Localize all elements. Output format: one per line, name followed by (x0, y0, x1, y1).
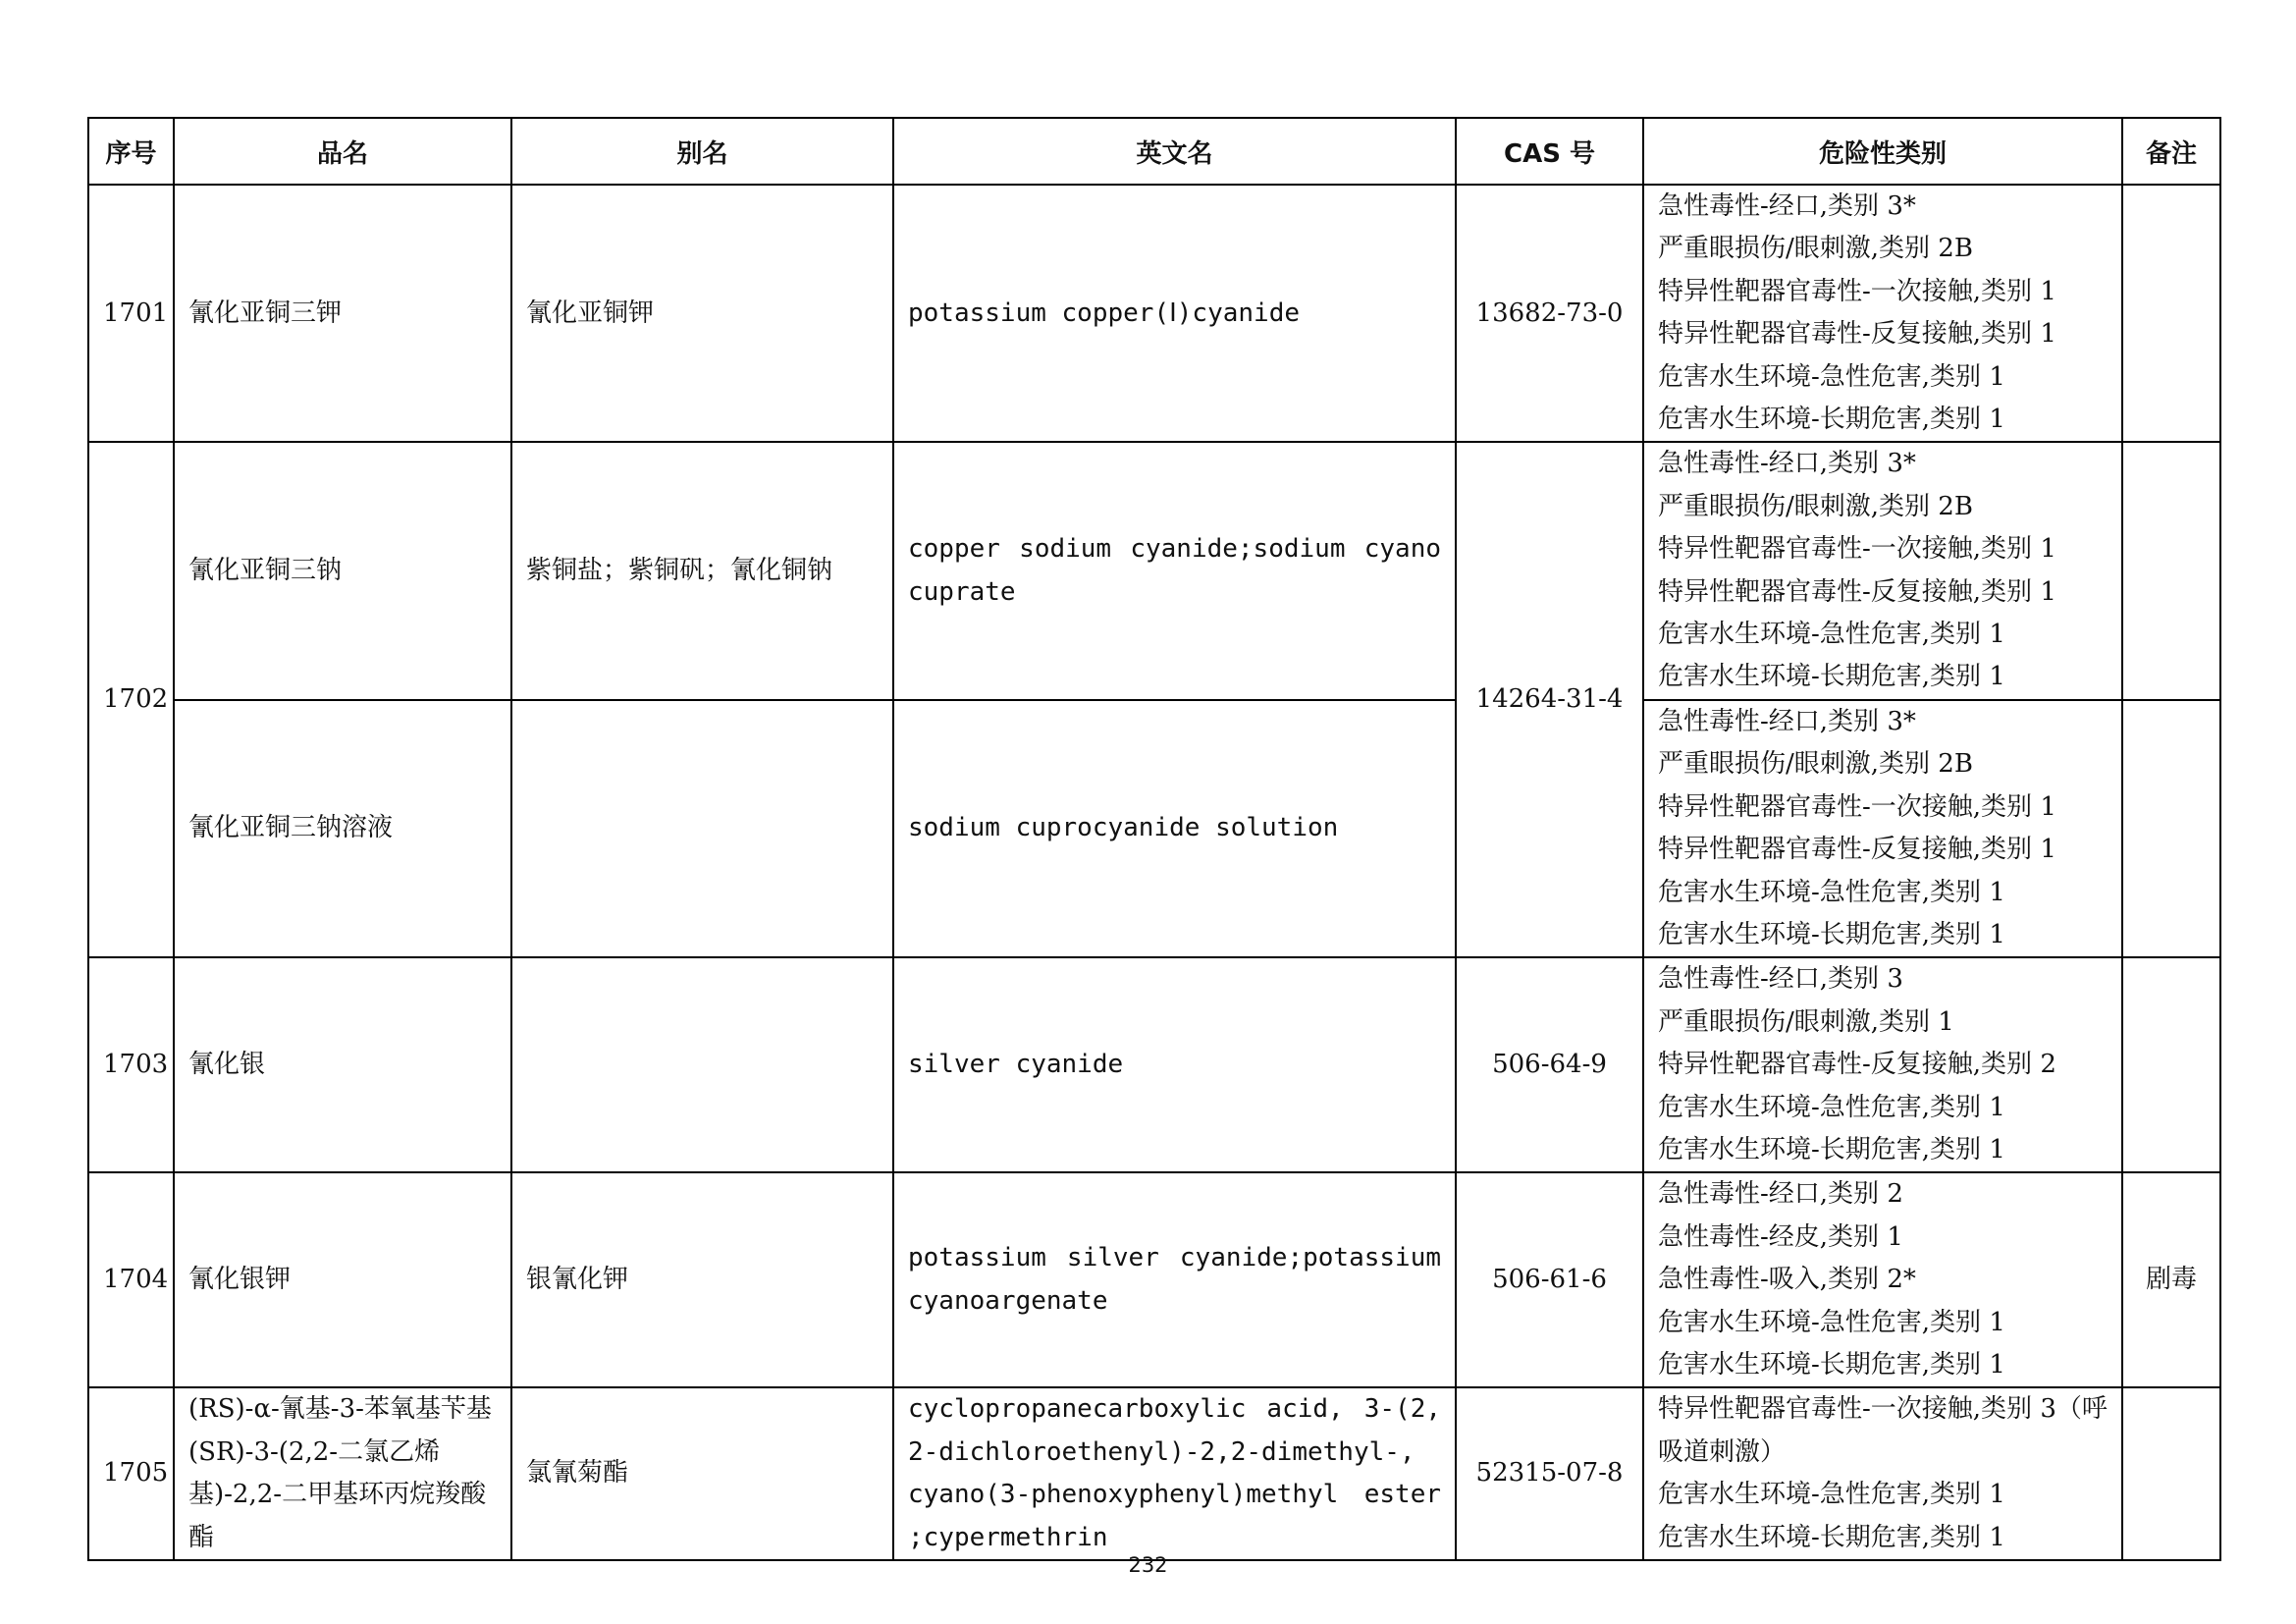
hazard-line: 危害水生环境-长期危害,类别 1 (1658, 1522, 2005, 1552)
header-hazard-class: 危险性类别 (1643, 118, 2122, 185)
cell-no: 1705 (88, 1387, 174, 1560)
cell-note (2122, 185, 2220, 442)
cell-cas: 14264-31-4 (1456, 442, 1643, 957)
hazard-line: 严重眼损伤/眼刺激,类别 2B (1658, 749, 1973, 780)
header-cas: CAS 号 (1456, 118, 1643, 185)
cell-cas: 13682-73-0 (1456, 185, 1643, 442)
cell-english-name: copper sodium cyanide;sodium cyanocuprate (893, 442, 1456, 699)
cell-hazards (1643, 1172, 2122, 1387)
cell-name: 氰化银钾 (174, 1172, 511, 1387)
hazard-line: 危害水生环境-长期危害,类别 1 (1658, 662, 2005, 692)
hazard-line: 特异性靶器官毒性-一次接触,类别 1 (1658, 534, 2056, 565)
cell-cas: 52315-07-8 (1456, 1387, 1643, 1560)
cell-name: 氰化亚铜三钠溶液 (174, 700, 511, 957)
cell-no: 1704 (88, 1172, 174, 1387)
cell-alias: 紫铜盐；紫铜矾；氰化铜钠 (511, 442, 893, 699)
cell-hazards (1643, 442, 2122, 699)
cell-name: 氰化亚铜三钾 (174, 185, 511, 442)
cell-name: (RS)-α-氰基-3-苯氧基苄基(SR)-3-(2,2-二氯乙烯基)-2,2-二甲基环丙烷羧酸酯 (174, 1387, 511, 1560)
hazard-line: 危害水生环境-急性危害,类别 1 (1658, 1307, 2005, 1337)
cell-no: 1702 (88, 442, 174, 957)
cell-english-name: silver cyanide (893, 957, 1456, 1172)
header-no: 序号 (88, 118, 174, 185)
cell-hazards (1643, 700, 2122, 957)
cell-alias (511, 957, 893, 1172)
hazard-line: 严重眼损伤/眼刺激,类别 1 (1658, 1006, 1954, 1037)
hazard-line: 急性毒性-经口,类别 3* (1658, 191, 1916, 221)
cell-note (2122, 442, 2220, 699)
hazard-line: 危害水生环境-急性危害,类别 1 (1658, 877, 2005, 907)
cell-hazards (1643, 1387, 2122, 1560)
hazardous-chemicals-table (87, 117, 2221, 1561)
hazard-line: 急性毒性-经皮,类别 1 (1658, 1221, 1903, 1252)
cell-alias: 氰化亚铜钾 (511, 185, 893, 442)
cell-hazards (1643, 185, 2122, 442)
hazard-line: 特异性靶器官毒性-反复接触,类别 1 (1658, 576, 2056, 607)
hazard-line: 特异性靶器官毒性-一次接触,类别 3（呼吸道刺激） (1658, 1394, 2108, 1467)
cell-english-name: potassium silver cyanide;potassium cyanoargenate (893, 1172, 1456, 1387)
header-name: 品名 (174, 118, 511, 185)
hazard-line: 危害水生环境-急性危害,类别 1 (1658, 620, 2005, 650)
cell-alias: 银氰化钾 (511, 1172, 893, 1387)
cell-english-name: cyclopropanecarboxylic acid, 3-(2,2-dichloroethenyl)-2,2-dimethyl-, cyano(3-phenoxyphenyl)methyl ester ;cypermethrin (893, 1387, 1456, 1560)
cell-english-name: potassium copper(Ⅰ)cyanide (893, 185, 1456, 442)
hazard-line: 特异性靶器官毒性-一次接触,类别 1 (1658, 791, 2056, 822)
hazard-line: 急性毒性-经口,类别 2 (1658, 1179, 1903, 1210)
cell-no: 1703 (88, 957, 174, 1172)
table-row (88, 185, 2220, 442)
hazard-line: 急性毒性-经口,类别 3* (1658, 449, 1916, 479)
hazard-line: 急性毒性-经口,类别 3* (1658, 706, 1916, 736)
cell-no: 1701 (88, 185, 174, 442)
hazard-line: 特异性靶器官毒性-反复接触,类别 1 (1658, 319, 2056, 350)
page-number: 232 (1128, 1553, 1168, 1577)
cell-cas: 506-61-6 (1456, 1172, 1643, 1387)
cell-alias (511, 700, 893, 957)
cell-note (2122, 957, 2220, 1172)
hazard-line: 危害水生环境-急性危害,类别 1 (1658, 1092, 2005, 1122)
cell-note (2122, 1387, 2220, 1560)
table-row (88, 442, 2220, 699)
cell-note (2122, 700, 2220, 957)
cell-note: 剧毒 (2122, 1172, 2220, 1387)
cell-name: 氰化银 (174, 957, 511, 1172)
hazard-line: 危害水生环境-急性危害,类别 1 (1658, 361, 2005, 392)
cell-alias: 氯氰菊酯 (511, 1387, 893, 1560)
table-row (88, 957, 2220, 1172)
cell-hazards (1643, 957, 2122, 1172)
hazard-line: 严重眼损伤/眼刺激,类别 2B (1658, 234, 1973, 264)
hazard-line: 危害水生环境-长期危害,类别 1 (1658, 1134, 2005, 1164)
header-note: 备注 (2122, 118, 2220, 185)
cell-name: 氰化亚铜三钠 (174, 442, 511, 699)
header-alias: 别名 (511, 118, 893, 185)
table-row (88, 1387, 2220, 1560)
hazard-line: 急性毒性-经口,类别 3 (1658, 964, 1903, 995)
hazard-line: 危害水生环境-长期危害,类别 1 (1658, 405, 2005, 435)
header-english-name: 英文名 (893, 118, 1456, 185)
table-row (88, 1172, 2220, 1387)
hazard-line: 严重眼损伤/眼刺激,类别 2B (1658, 491, 1973, 521)
hazard-line: 危害水生环境-急性危害,类别 1 (1658, 1480, 2005, 1510)
cell-english-name: sodium cuprocyanide solution (893, 700, 1456, 957)
cell-cas: 506-64-9 (1456, 957, 1643, 1172)
hazard-line: 危害水生环境-长期危害,类别 1 (1658, 1349, 2005, 1380)
hazard-line: 特异性靶器官毒性-反复接触,类别 2 (1658, 1050, 2056, 1080)
hazard-line: 危害水生环境-长期危害,类别 1 (1658, 919, 2005, 949)
hazard-line: 特异性靶器官毒性-反复接触,类别 1 (1658, 835, 2056, 865)
header-row (88, 118, 2220, 185)
hazard-line: 特异性靶器官毒性-一次接触,类别 1 (1658, 276, 2056, 306)
hazard-line: 急性毒性-吸入,类别 2* (1658, 1265, 1916, 1295)
table-row (88, 700, 2220, 957)
